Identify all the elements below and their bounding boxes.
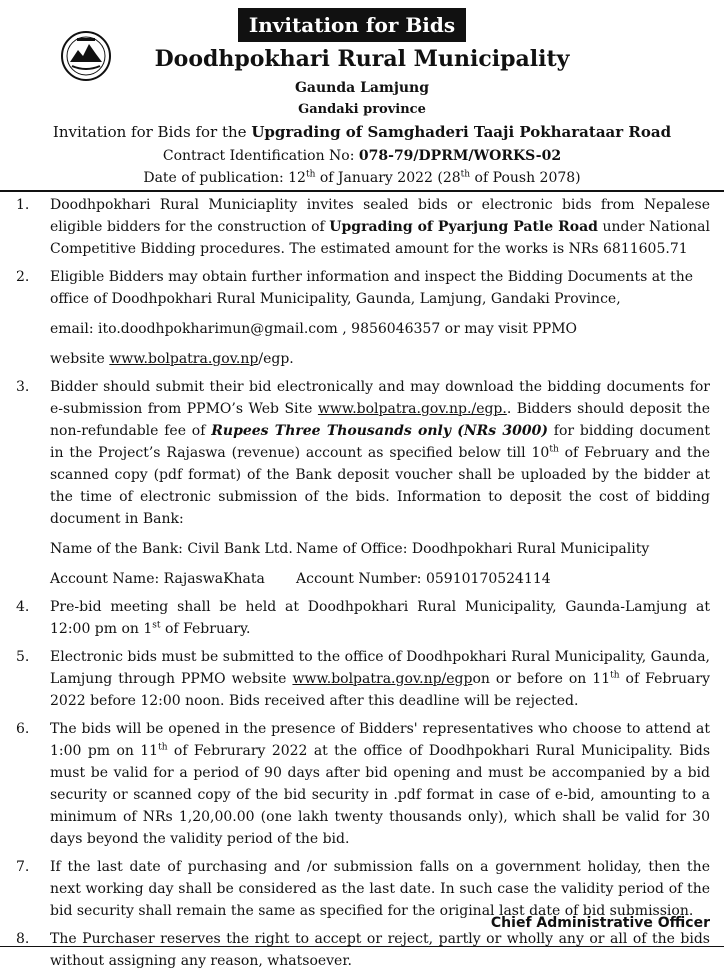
- municipality-title: Doodhpokhari Rural Municipality: [154, 46, 570, 72]
- clause-text: of February and the scanned copy (pdf format) of the Bank deposit voucher shall be uploaded by the bidder at the time of electronic submission of the bids. Information to deposit the cost of bidding document in Bank:: [50, 445, 710, 527]
- bottom-border: [0, 946, 724, 947]
- signature-title: Chief Administrative Officer: [490, 915, 710, 931]
- office-name: Name of Office: Doodhpokhari Rural Municipality: [296, 541, 650, 557]
- clause-text: . Bidders should deposit the non-refundable fee of: [50, 401, 710, 439]
- clause-number: 4.: [16, 599, 30, 615]
- district-line: Gaunda Lamjung: [294, 80, 430, 96]
- clause-text: Bidder should submit their bid electronically and may download the bidding documents for e-submission from PPMO’s Web Site: [50, 379, 710, 417]
- pub-suffix: of Poush 2078): [470, 170, 581, 186]
- bank-name: Name of the Bank: Civil Bank Ltd.: [50, 541, 293, 557]
- clause-text: Pre-bid meeting shall be held at Doodhpokhari Rural Municipality, Gaunda-Lamjung at 12:00 pm on 1: [50, 599, 710, 637]
- clause-text: Doodhpokhari Rural Municiaplity invites sealed bids or electronic bids from Nepalese eligible bidders for the construction of: [50, 197, 710, 235]
- clause-7: [0, 856, 724, 922]
- contact-email-line: email: ito.doodhpokharimun@gmail.com , 9856046357 or may visit PPMO: [50, 321, 578, 337]
- pub-prefix: Date of publication: 12: [143, 170, 306, 186]
- bank-row-2: [50, 568, 710, 590]
- account-name: Account Name: RajaswaKhata: [50, 571, 265, 587]
- clause-text: Electronic bids must be submitted to the office of Doodhpokhari Rural Municipality, Gaunda, Lamjung through PPMO website: [50, 649, 710, 687]
- notice-banner: Invitation for Bids: [238, 8, 466, 42]
- clause-text: The bids will be opened in the presence of Bidders' representatives who choose to attend at 1:00 pm on 11: [50, 721, 710, 759]
- clause-4: [0, 596, 724, 640]
- superscript: th: [610, 670, 620, 681]
- pub-sup2: th: [460, 169, 471, 180]
- publication-date: [0, 168, 724, 188]
- clause-3: [0, 376, 724, 590]
- clause-6: [0, 718, 724, 850]
- clause-number: 1.: [16, 197, 30, 213]
- contract-prefix: Contract Identification No:: [162, 148, 359, 164]
- ifb-project: Upgrading of Samghaderi Taaji Pokharataar Road: [251, 123, 672, 141]
- superscript: st: [152, 620, 161, 631]
- bank-row-1: [50, 538, 710, 560]
- clause-number: 5.: [16, 649, 30, 665]
- province-line: Gandaki province: [298, 102, 426, 117]
- clause-text: of Februrary 2022 at the office of Doodhpokhari Rural Municipality. Bids must be valid for a period of 90 days after bid opening and must be accompanied by a bid security or scanned copy of the bid security in .pdf format in case of e-bid, amounting to a minimum of NRs 1,20,00.00 (one lakh twenty thousands only), which shall be valid for 30 days beyond the validity period of the bid.: [50, 743, 711, 847]
- header-divider: [0, 190, 724, 192]
- pub-sup1: th: [305, 169, 316, 180]
- clause-1: [0, 194, 724, 260]
- clause-text: The Purchaser reserves the right to accept or reject, partly or wholly any or all of the bids without assigning any reason, whatsoever.: [50, 931, 710, 969]
- website-prefix: website: [50, 351, 110, 367]
- clause-number: 6.: [16, 721, 30, 737]
- clause-text: If the last date of purchasing and /or submission falls on a government holiday, then the next working day shall be considered as the last date. In such case the validity period of the bid security shall remain the same as specified for the original last date of bid submission.: [50, 859, 710, 919]
- ifb-title: [0, 122, 724, 142]
- clause-number: 8.: [16, 931, 30, 947]
- contract-line: [0, 146, 724, 166]
- clause-text: for bidding document in the Project’s Rajaswa (revenue) account as specified below till 10: [50, 423, 710, 461]
- municipality-emblem-icon: [60, 30, 112, 82]
- ifb-prefix: Invitation for Bids for the: [52, 123, 252, 141]
- fee-amount: Rupees Three Thousands only (NRs 3000): [211, 423, 548, 439]
- pub-mid: of January 2022 (28: [315, 170, 461, 186]
- ppmo-link[interactable]: www.bolpatra.gov.np./egp.: [317, 401, 507, 417]
- clause-text: of February 2022 before 12:00 noon. Bids received after this deadline will be rejected.: [50, 671, 710, 709]
- clause-number: 3.: [16, 379, 30, 395]
- superscript: th: [549, 444, 559, 455]
- ppmo-link[interactable]: www.bolpatra.gov.np/egp: [292, 671, 473, 687]
- website-link[interactable]: www.bolpatra.gov.np: [109, 351, 259, 367]
- clause-text: under National Competitive Bidding procedures. The estimated amount for the works is NRs 6811605.71: [50, 219, 711, 257]
- clause-number: 2.: [16, 269, 30, 285]
- clause-8: [0, 928, 724, 972]
- project-name: Upgrading of Pyarjung Patle Road: [329, 219, 598, 235]
- clause-list: [0, 194, 724, 978]
- clause-text: of February.: [160, 621, 251, 637]
- clause-5: [0, 646, 724, 712]
- clause-2: [0, 266, 724, 370]
- website-line: [50, 348, 710, 370]
- clause-text: on or before on 11: [472, 671, 611, 687]
- clause-text: Eligible Bidders may obtain further information and inspect the Bidding Documents at the office of Doodhpokhari Rural Municipality, Gaunda, Lamjung, Gandaki Province,: [50, 269, 694, 307]
- contract-number: 078-79/DPRM/WORKS-02: [358, 148, 562, 164]
- website-suffix: /egp.: [258, 351, 294, 367]
- account-number: Account Number: 05910170524114: [296, 571, 551, 587]
- superscript: th: [158, 742, 168, 753]
- clause-number: 7.: [16, 859, 30, 875]
